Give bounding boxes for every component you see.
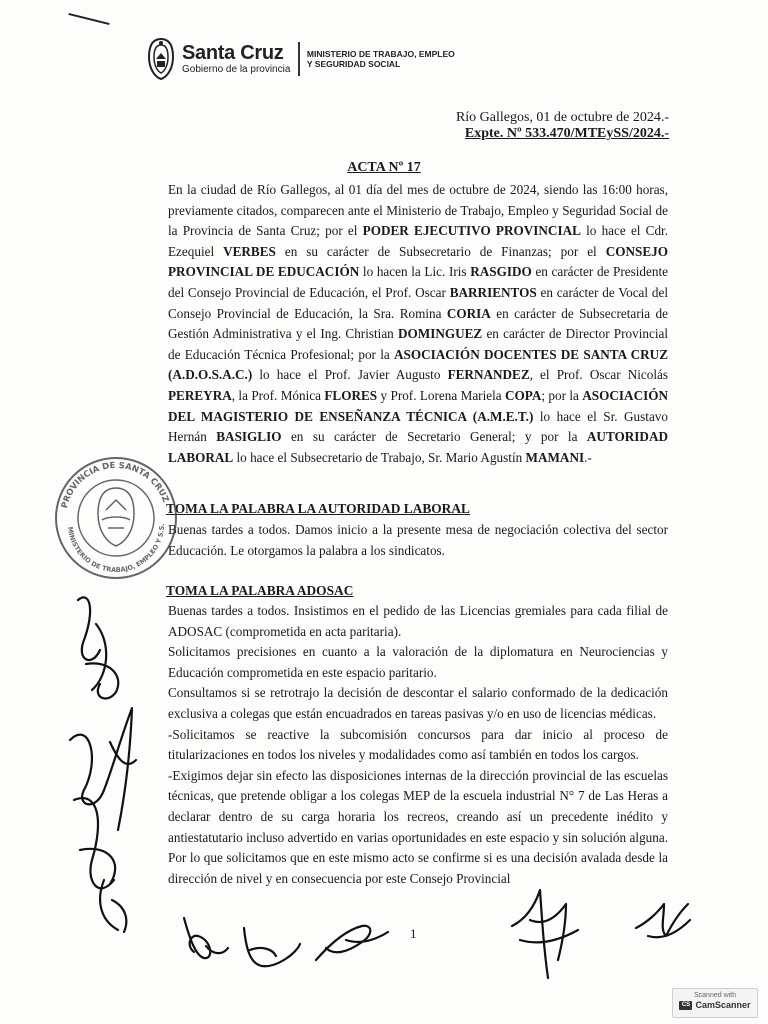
bold-run: BASIGLIO <box>216 429 282 445</box>
ministry-line-2: Y SEGURIDAD SOCIAL <box>306 59 401 69</box>
text-run: , el Prof. Oscar Nicolás <box>529 367 669 383</box>
text-run: en carácter de Director Provincial de Educación Técnica Profesional; por la <box>168 326 668 362</box>
paragraph: Buenas tardes a todos. Damos inicio a la presente mesa de negociación colectiva del sector Educación. Le otorgamos la palabra a los sindicatos. <box>168 522 668 558</box>
text-run: en carácter de Presidente del Consejo Provincial de Educación, el Prof. Oscar <box>168 264 668 300</box>
bold-run: RASGIDO <box>470 264 532 280</box>
signature-mark <box>78 597 100 660</box>
text-run: .- <box>584 449 592 465</box>
paragraph: Solicitamos precisiones en cuanto a la valoración de la diplomatura en Neurociencias y Educación comprometida en este espacio paritario. <box>168 644 668 680</box>
camscanner-logo-icon: CS <box>679 1001 692 1010</box>
camscanner-watermark <box>672 988 758 1018</box>
intro-paragraph <box>168 180 668 468</box>
text-run: en su carácter de Secretario General; y por la <box>281 429 587 445</box>
ministry-line-1: MINISTERIO DE TRABAJO, EMPLEO <box>306 49 455 59</box>
bold-run: PODER EJECUTIVO PROVINCIAL <box>362 223 581 239</box>
bold-run: DOMINGUEZ <box>397 326 483 342</box>
text-run: en carácter de Vocal del Consejo Provincial de Educación, la Sra. Romina <box>168 284 668 321</box>
text-run: , la Prof. Mónica <box>231 387 325 403</box>
text-run: en su carácter de Subsecretario de Finanzas; por el <box>275 243 606 259</box>
text-run: lo hace el Cdr. Ezequiel <box>168 223 669 259</box>
section-body-autoridad <box>168 520 668 561</box>
signature-mark <box>74 798 115 888</box>
text-run: ; por la <box>541 387 583 403</box>
bold-run: VERBES <box>223 243 276 259</box>
text-run: y Prof. Lorena Mariela <box>377 387 505 403</box>
signature-mark <box>184 918 228 958</box>
bold-run: FERNANDEZ <box>447 367 530 383</box>
signature-mark <box>316 926 388 960</box>
paragraph: -Exigimos dejar sin efecto las disposiciones internas de la dirección provincial de las escuelas técnicas, que pretende obligar a los colegas MEP de la escuela industrial N° 7 de Las Heras a declarar dentro de su carga horaria los recreos, creando así un precedente inédito y antiestatutario incluso advertido en varias oportunidades en este espacio y sin solución alguna. Por lo que solicitamos que en este mismo acto se confirme si es una decisión avalada desde la dirección de nivel y en consecuencia por este Consejo Provincial <box>168 767 668 886</box>
paragraph: -Solicitamos se reactive la subcomisión concursos para dar inicio al proceso de titularizaciones en todos los niveles y modalidades como así también en todos los cargos. <box>168 726 668 763</box>
text-run: En la ciudad de Río Gallegos, al 01 día del mes de octubre de 2024, siendo las 16:00 horas, previamente citados, comparecen ante el Ministerio de Trabajo, Empleo y Seguridad Social de la Provincia de Santa Cruz; por el <box>168 182 668 239</box>
acta-title: ACTA Nº 17 <box>347 160 421 175</box>
official-stamp <box>52 448 180 588</box>
bold-run: COPA <box>504 387 542 403</box>
brand-subtitle: Gobierno de la provincia <box>182 64 291 75</box>
bold-run: ASOCIACIÓN DOCENTES DE SANTA CRUZ (A.D.O.S.A.C.) <box>168 346 668 383</box>
scan-mark <box>68 13 109 25</box>
signature-mark <box>70 708 136 830</box>
text-run: lo hace el Subsecretario de Trabajo, Sr. Mario Agustín <box>233 449 526 465</box>
ministry-name <box>307 49 457 69</box>
bold-run: CONSEJO PROVINCIAL DE EDUCACIÓN <box>168 243 668 280</box>
brand-block <box>182 42 290 76</box>
section-heading-adosac: TOMA LA PALABRA ADOSAC <box>166 583 354 598</box>
page-number: 1 <box>410 926 417 941</box>
watermark-line1: Scanned with <box>693 992 737 999</box>
bold-run: CORIA <box>446 305 491 321</box>
text-run: lo hacen la Lic. Iris <box>359 264 471 280</box>
text-run: lo hace el Sr. Gustavo Hernán <box>168 408 668 445</box>
bold-run: MAMANI <box>525 449 585 465</box>
watermark-row <box>673 1000 757 1010</box>
section-body-adosac <box>168 601 668 889</box>
bold-run: FLORES <box>324 387 378 403</box>
letterhead <box>146 34 457 84</box>
bold-run: PEREYRA <box>168 387 232 403</box>
provincial-seal-icon <box>146 37 176 81</box>
section-heading-autoridad: TOMA LA PALABRA LA AUTORIDAD LABORAL <box>166 501 470 516</box>
header-divider <box>298 42 300 76</box>
stamp-emblem-icon <box>98 488 134 546</box>
signature-mark <box>244 928 300 966</box>
stamp-top-text: PROVINCIA DE SANTA CRUZ <box>59 460 171 510</box>
paragraph: Consultamos si se retrotrajo la decisión de descontar el salario conformado de la dedicación exclusiva a colegas que están encuadrados en tareas pasivas y/o en uso de licencias médicas. <box>168 685 668 721</box>
signature-mark <box>86 624 118 698</box>
signature-mark <box>100 880 126 932</box>
bold-run: AUTORIDAD LABORAL <box>168 429 668 465</box>
watermark-line2: CamScanner <box>695 1000 751 1010</box>
text-run: lo hace el Prof. Javier Augusto <box>252 367 448 383</box>
signature-mark <box>512 890 578 978</box>
text-run: en carácter de Subsecretaria de Gestión Administrativa y el Ing. Christian <box>168 305 668 342</box>
date-line: Río Gallegos, 01 de octubre de 2024.- <box>455 110 669 125</box>
bold-run: ASOCIACIÓN DEL MAGISTERIO DE ENSEÑANZA TÉCNICA (A.M.E.T.) <box>168 387 669 424</box>
signature-mark <box>636 904 690 937</box>
stamp-bottom-text: MINISTERIO DE TRABAJO, EMPLEO Y S.S. <box>65 523 167 575</box>
brand-name: Santa Cruz <box>182 42 284 64</box>
file-number: Expte. Nº 533.470/MTEySS/2024.- <box>464 126 669 141</box>
bold-run: BARRIENTOS <box>449 284 537 300</box>
paragraph: Buenas tardes a todos. Insistimos en el pedido de las Licencias gremiales para cada filial de ADOSAC (comprometida en acta paritaria). <box>168 603 668 639</box>
